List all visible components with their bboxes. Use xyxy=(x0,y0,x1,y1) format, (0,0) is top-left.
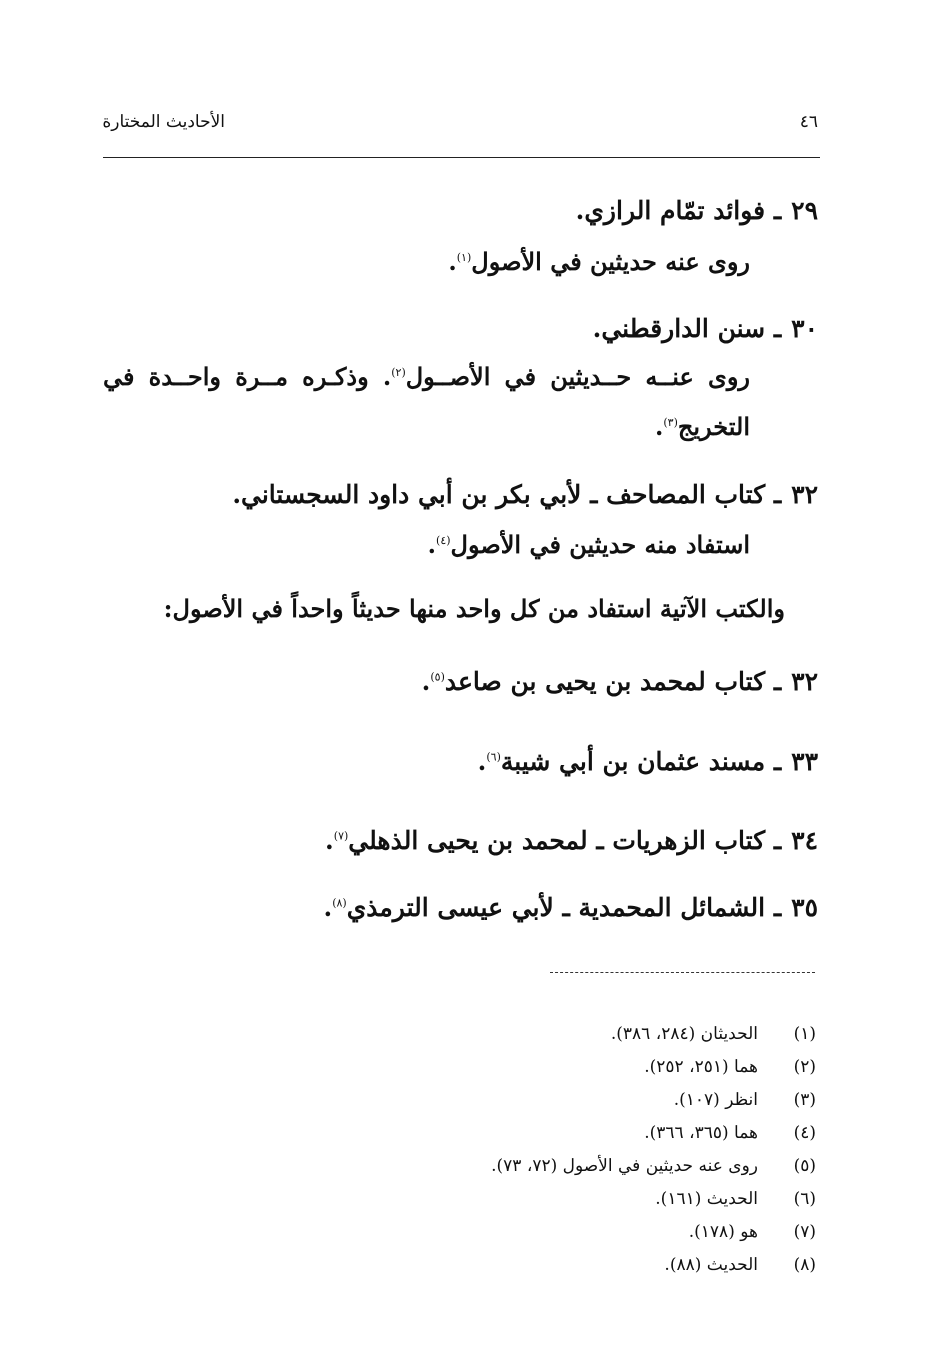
entry-number: ٣٢ xyxy=(791,667,818,696)
entry-number: ٣٣ xyxy=(791,747,818,776)
footnote-item xyxy=(674,1090,816,1110)
footnote-mark: (٥) xyxy=(793,1156,816,1176)
page-number: ٤٦ xyxy=(799,112,818,132)
entry-dash: ـ xyxy=(765,667,782,696)
list-item xyxy=(478,747,818,776)
footnote-text: هما (٢٥١، ٢٥٢). xyxy=(644,1057,758,1077)
footnote-text: الحديثان (٢٨٤، ٣٨٦). xyxy=(610,1024,758,1044)
entry-heading xyxy=(593,314,818,343)
entry-body-text: استفاد منه حديثين في الأصول xyxy=(450,530,750,559)
entry-title: كتاب المصاحف ـ لأبي بكر بن أبي داود السجستاني. xyxy=(232,480,766,509)
footnote-text: انظر (١٠٧). xyxy=(673,1090,758,1110)
entry-body xyxy=(103,362,750,391)
entry-title: كتاب لمحمد بن يحيى بن صاعد xyxy=(444,667,766,696)
entry-dash: ـ xyxy=(765,826,782,855)
intro-sentence: والكتب الآتية استفاد من كل واحد منها حديثاً واحداً في الأصول: xyxy=(163,594,785,623)
entry-body-text: التخريج xyxy=(677,412,750,441)
entry-number: ٣٥ xyxy=(791,893,818,922)
footnote-item xyxy=(611,1024,816,1044)
footnote-ref: (٣) xyxy=(663,416,678,429)
footnote-ref: (٢) xyxy=(391,366,406,379)
entry-number: ٢٩ xyxy=(791,196,818,225)
entry-number: ٣٤ xyxy=(791,826,818,855)
entry-body-text: روى عنــه حــديثين في الأصــول xyxy=(405,362,750,391)
footnote-text: الحديث (١٦١). xyxy=(655,1189,758,1209)
entry-title: كتاب الزهريات ـ لمحمد بن يحيى الذهلي xyxy=(348,826,766,855)
entry-body-text: روى عنه حديثين في الأصول xyxy=(471,247,750,276)
footnote-ref: (٧) xyxy=(333,829,349,843)
entry-dash: ـ xyxy=(765,480,782,509)
entry-title: الشمائل المحمدية ـ لأبي عيسى الترمذي xyxy=(346,893,766,922)
entry-number: ٣٢ xyxy=(791,480,818,509)
footnote-item xyxy=(664,1255,816,1275)
entry-body-line2 xyxy=(655,412,750,441)
list-item xyxy=(422,667,818,696)
entry-body-end: . xyxy=(427,530,437,559)
footnote-mark: (٣) xyxy=(793,1090,816,1110)
footnote-ref: (٦) xyxy=(486,750,501,764)
footnote-mark: (٤) xyxy=(793,1123,816,1143)
list-item xyxy=(323,893,818,922)
entry-dash: ـ xyxy=(765,893,782,922)
running-title: الأحاديث المختارة xyxy=(102,112,225,132)
entry-heading xyxy=(576,196,818,225)
header-divider xyxy=(103,157,820,158)
footnote-item xyxy=(689,1222,816,1242)
entry-title: فوائد تمّام الرازي. xyxy=(575,196,766,225)
footnote-item xyxy=(491,1156,816,1176)
entry-body xyxy=(448,247,750,276)
entry-dash: ـ xyxy=(765,196,782,225)
footnote-ref: (٤) xyxy=(436,534,451,547)
entry-body xyxy=(428,530,750,559)
entry-heading xyxy=(232,480,818,509)
entry-body-end: . xyxy=(448,247,457,276)
entry-title: مسند عثمان بن أبي شيبة xyxy=(500,747,766,776)
entry-body-continuation: . وذكـره مــرة واحــدة في xyxy=(103,362,392,391)
footnote-text: الحديث (٨٨). xyxy=(664,1255,758,1275)
entry-body-end: . xyxy=(654,412,664,441)
footnote-text: هو (١٧٨). xyxy=(688,1222,758,1242)
footnote-divider xyxy=(550,972,815,973)
entry-end: . xyxy=(421,667,431,696)
entry-dash: ـ xyxy=(765,747,782,776)
footnote-item xyxy=(644,1057,816,1077)
footnote-mark: (٢) xyxy=(793,1057,816,1077)
footnote-mark: (٨) xyxy=(793,1255,816,1275)
footnote-ref: (٥) xyxy=(430,670,445,684)
footnote-ref: (٨) xyxy=(332,896,347,910)
footnote-text: هما (٣٦٥، ٣٦٦). xyxy=(644,1123,758,1143)
entry-end: . xyxy=(325,826,334,855)
entry-dash: ـ xyxy=(765,314,782,343)
footnote-mark: (٧) xyxy=(793,1222,816,1242)
footnote-mark: (٦) xyxy=(793,1189,816,1209)
entry-end: . xyxy=(477,747,487,776)
footnote-text: روى عنه حديثين في الأصول (٧٢، ٧٣). xyxy=(491,1156,758,1176)
footnote-item xyxy=(644,1123,816,1143)
footnote-item xyxy=(655,1189,816,1209)
list-item xyxy=(325,826,818,855)
entry-number: ٣٠ xyxy=(791,314,818,343)
entry-end: . xyxy=(323,893,333,922)
entry-title: سنن الدارقطني. xyxy=(592,314,766,343)
footnote-ref: (١) xyxy=(456,251,472,264)
footnote-mark: (١) xyxy=(793,1024,816,1044)
